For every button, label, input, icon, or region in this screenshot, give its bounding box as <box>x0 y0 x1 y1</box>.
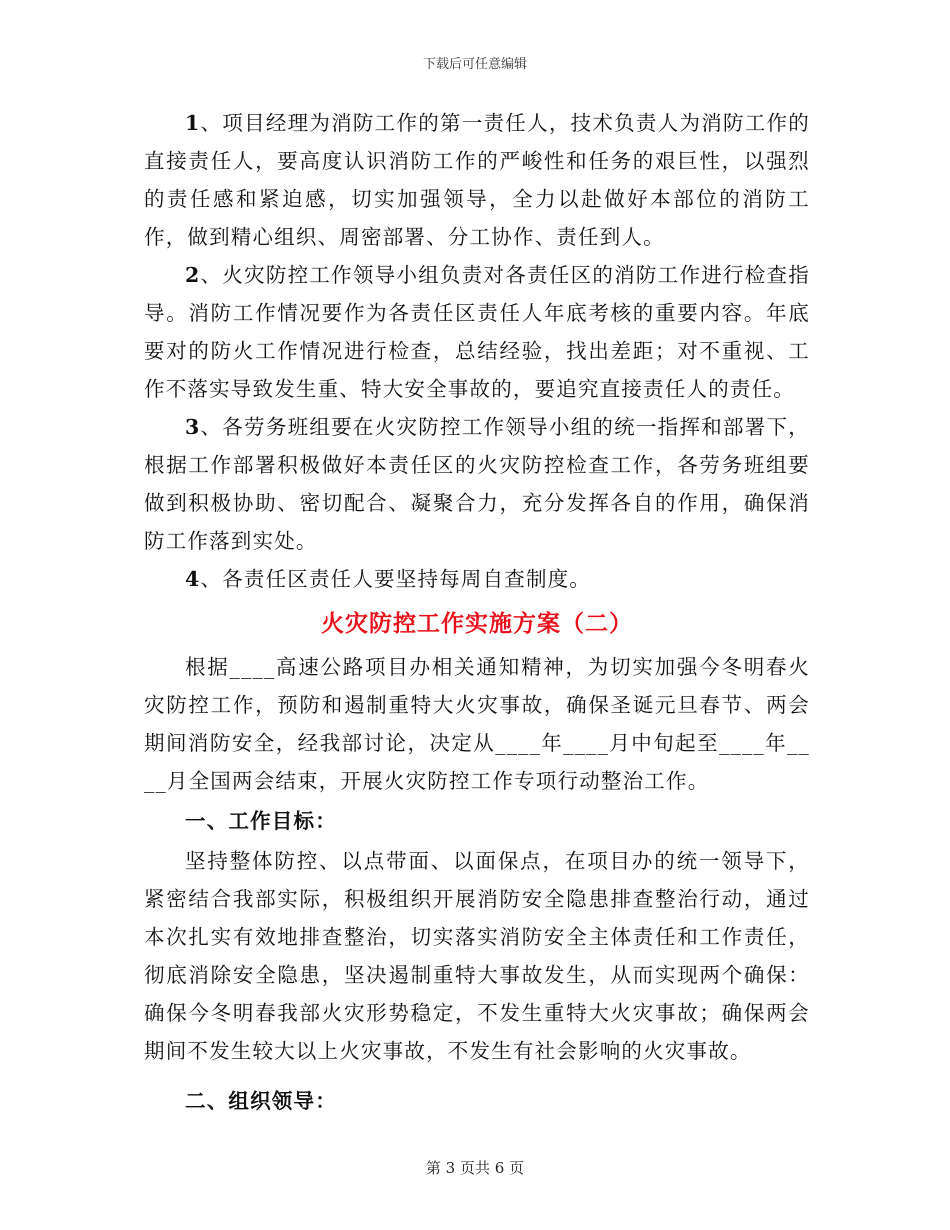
document-body <box>144 104 810 1122</box>
document-title: 火灾防控工作实施方案（二） <box>321 610 633 637</box>
item-number: 4 <box>185 567 201 591</box>
list-item <box>144 408 810 560</box>
list-item <box>144 104 810 256</box>
intro-paragraph: 根据____高速公路项目办相关通知精神，为切实加强今冬明春火灾防控工作，预防和遏制重特大火灾事故，确保圣诞元旦春节、两会期间消防安全，经我部讨论，决定从____年____月中旬起至____年____月全国两会结束，开展火灾防控工作专项行动整治工作。 <box>144 655 810 793</box>
item-number: 3 <box>185 415 201 439</box>
item-text: 、项目经理为消防工作的第一责任人，技术负责人为消防工作的直接责任人，要高度认识消防工作的严峻性和任务的艰巨性，以强烈的责任感和紧迫感，切实加强领导，全力以赴做好本部位的消防工作，做到精心组织、周密部署、分工协作、责任到人。 <box>144 111 810 249</box>
page-footer: 第 3 页共 6 页 <box>425 1159 525 1177</box>
item-number: 1 <box>185 111 201 135</box>
item-text: 、各责任区责任人要坚持每周自查制度。 <box>200 567 592 591</box>
page-header: 下载后可任意编辑 <box>422 57 527 72</box>
section-body-goals: 坚持整体防控、以点带面、以面保点，在项目办的统一领导下，紧密结合我部实际，积极组织开展消防安全隐患排查整治行动，通过本次扎实有效地排查整治，切实落实消防安全主体责任和工作责任，彻底消除安全隐患，坚决遏制重特大事故发生，从而实现两个确保：确保今冬明春我部火灾形势稳定，不发生重特大火灾事故；确保两会期间不发生较大以上火灾事故，不发生有社会影响的火灾事故。 <box>144 849 810 1063</box>
item-text: 、火灾防控工作领导小组负责对各责任区的消防工作进行检查指导。消防工作情况要作为各责任区责任人年底考核的重要内容。年底要对的防火工作情况进行检查，总结经验，找出差距；对不重视、工作不落实导致发生重、特大安全事故的，要追究直接责任人的责任。 <box>144 263 810 401</box>
item-number: 2 <box>185 263 201 287</box>
section-heading-organization: 二、组织领导： <box>185 1089 337 1113</box>
item-text: 、各劳务班组要在火灾防控工作领导小组的统一指挥和部署下，根据工作部署积极做好本责任区的火灾防控检查工作，各劳务班组要做到积极协助、密切配合、凝聚合力，充分发挥各自的作用，确保消防工作落到实处。 <box>144 415 810 553</box>
list-item <box>144 256 810 408</box>
section-heading-goals: 一、工作目标： <box>185 809 337 833</box>
list-item <box>144 560 810 598</box>
